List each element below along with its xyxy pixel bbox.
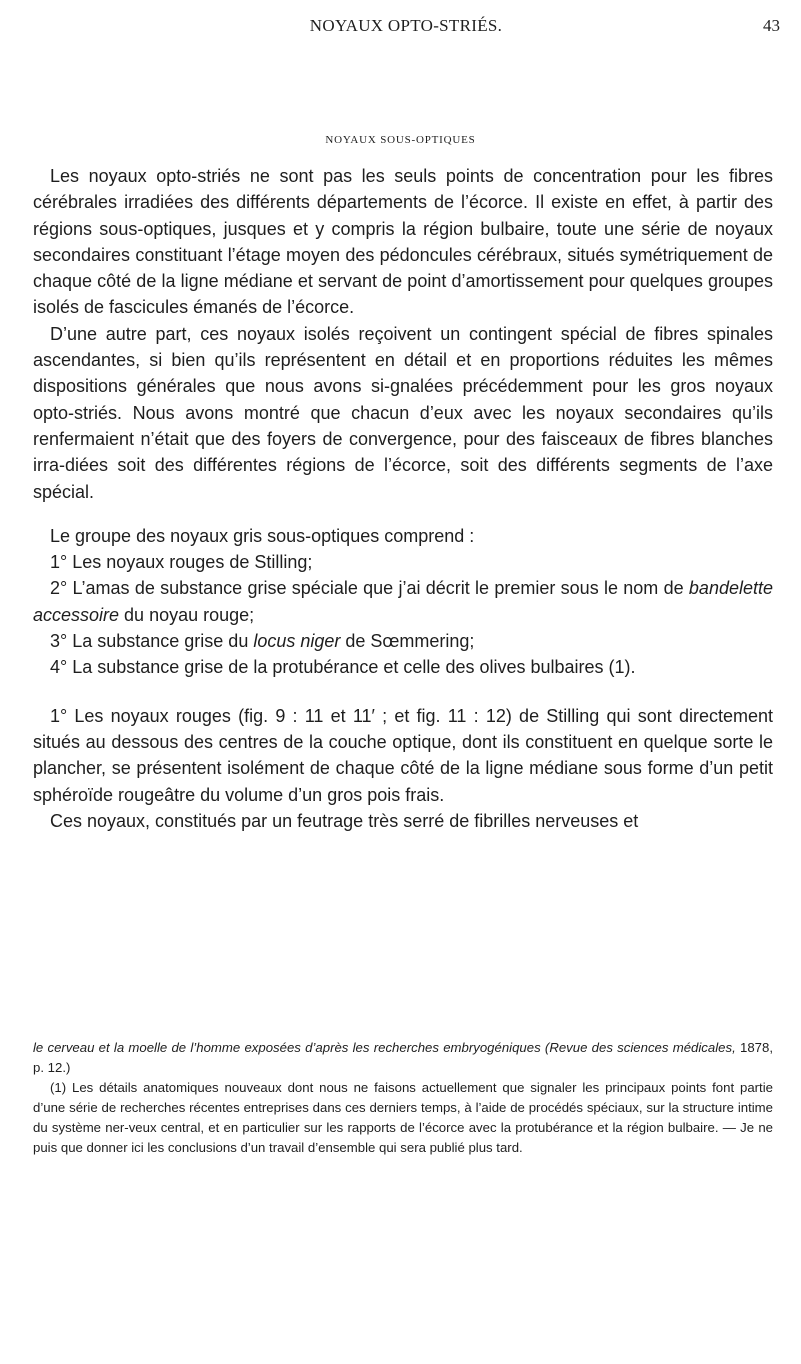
paragraph: 1° Les noyaux rouges (fig. 9 : 11 et 11′ ; et fig. 11 : 12) de Stilling qui sont directement situés au dessous des centres de la couche optique, dont ils constituent en quelque sorte le plancher, se présentent isolément de chaque côté de la ligne médiane sous forme d’un petit sphéroïde rougeâtre du volume d’un gros pois frais. <box>33 705 773 805</box>
page-number: 43 <box>763 16 780 35</box>
section-heading: NOYAUX SOUS-OPTIQUES <box>325 134 476 146</box>
footnote-italic-text: le cerveau et la moelle de l’homme exposées d’après les recherches embryogéniques (Revue des sciences médicales, <box>33 1040 736 1055</box>
list-text: 3° La substance grise du <box>50 631 254 652</box>
paragraph: D’une autre part, ces noyaux isolés reçoivent un contingent spécial de fibres spinales ascendantes, si bien qu’ils représentent en détail et en proportions réduites les mêmes dispositions générales que nous avons si-gnalées précédemment pour les gros noyaux opto-striés. Nous avons montré que chacun d’eux avec les noyaux secondaires qu’ils renfermaient n’était que des foyers de convergence, pour des faisceaux de fibres blanches irra-diées soit des différentes régions de l’écorce, soit des différents segments de l’axe spécial. <box>33 323 773 502</box>
list-item <box>33 575 773 628</box>
footnotes <box>33 1038 773 1158</box>
italic-term: locus niger <box>253 631 341 652</box>
list-item: 4° La substance grise de la protubérance et celle des olives bulbaires (1). <box>50 657 636 678</box>
footnote-text: 1878, p. 12.) <box>33 1040 773 1075</box>
paragraph: Les noyaux opto-striés ne sont pas les seuls points de concentration pour les fibres cérébrales irradiées des différents départements de l’écorce. Il existe en effet, à partir des régions sous-optiques, jusques et y compris la région bulbaire, toute une série de noyaux secondaires constituant l’étage moyen des pédoncules cérébraux, situés symétriquement de chaque côté de la ligne médiane et servant de point d’amortissement pour quelques groupes isolés de fascicules émanés de l’écorce. <box>33 166 773 318</box>
footnote: (1) Les détails anatomiques nouveaux dont nous ne faisons actuellement que signaler les principaux points font partie d’une série de recherches récentes entreprises dans ces derniers temps, à l’aide de procédés spéciaux, sur la structure intime du système ner-veux central, et en particulier sur les rapports de l’écorce avec la protubérance et la région bulbaire. — Je ne puis que donner ici les conclusions d’un travail d’ensemble qui sera publié plus tard. <box>33 1080 773 1155</box>
paragraph: Le groupe des noyaux gris sous-optiques comprend : <box>50 525 475 546</box>
running-head <box>30 16 782 40</box>
footnote-continuation <box>33 1038 773 1078</box>
list-text: de Sœmmering; <box>340 631 475 652</box>
list-item <box>33 628 773 654</box>
list-item: 1° Les noyaux rouges de Stilling; <box>50 552 313 573</box>
running-title: NOYAUX OPTO-STRIÉS. <box>309 16 503 35</box>
list-text: du noyau rouge; <box>119 604 255 625</box>
body-text <box>33 163 773 834</box>
italic-term: bandelette accessoire <box>33 578 773 625</box>
list-text: 2° L’amas de substance grise spéciale que j’ai décrit le premier sous le nom de <box>50 578 689 599</box>
paragraph: Ces noyaux, constitués par un feutrage très serré de fibrilles nerveuses et <box>50 810 639 831</box>
